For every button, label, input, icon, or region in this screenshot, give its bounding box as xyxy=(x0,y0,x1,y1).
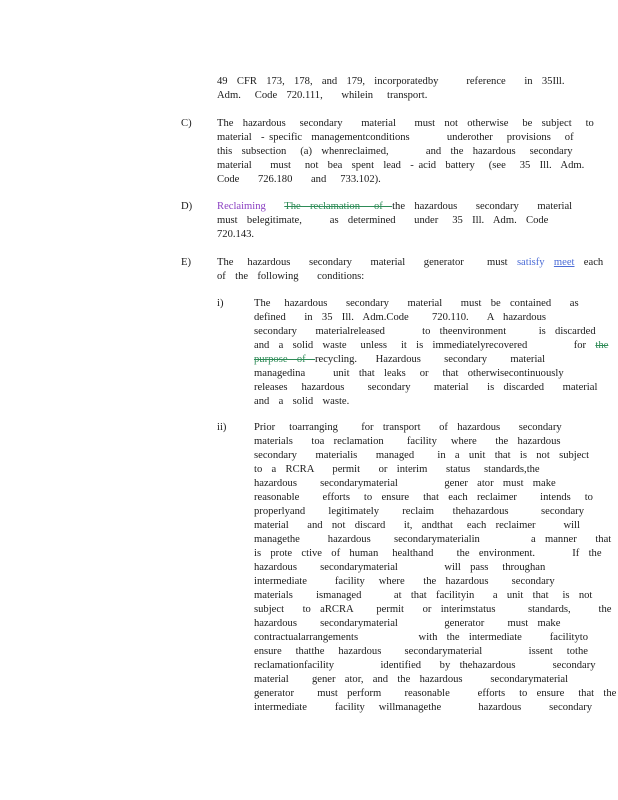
text-line: intermediate facility where the hazardous secondary xyxy=(254,576,555,587)
text-line: reasonable efforts to ensure that each reclaimer intends to xyxy=(254,492,593,503)
text-line: material and not discard it, andthat each reclaimer will xyxy=(254,520,580,531)
text-line: of the following conditions: xyxy=(217,271,365,282)
paragraph-ii xyxy=(254,421,616,715)
text-line: contractualarrangements with the intermediate facilityto xyxy=(254,632,588,643)
text-line: this subsection (a) whenreclaimed, and the hazardous secondary xyxy=(217,146,573,157)
text-run: The hazardous secondary material generator must xyxy=(217,257,517,268)
item-label-e: E) xyxy=(181,257,191,268)
inserted-text: meet xyxy=(553,257,575,268)
deleted-text: the xyxy=(595,340,609,351)
text-line: hazardous secondarymaterial will pass throughan xyxy=(254,562,546,573)
deleted-text: purpose of xyxy=(254,354,315,365)
text-line: 720.143. xyxy=(217,229,255,240)
text-line: material must not bea spent lead - acid battery (see 35 Ill. Adm. xyxy=(217,160,585,171)
text-line: hazardous secondarymaterial generator must make xyxy=(254,618,561,629)
text-line: intermediate facility willmanagethe hazardous secondary xyxy=(254,702,593,713)
text-line xyxy=(254,353,608,367)
text-line: secondary materialreleased to theenvironment is discarded xyxy=(254,326,596,337)
text-line: Adm. Code 720.111, whilein transport. xyxy=(217,90,428,101)
text-run: recycling. Hazardous secondary material xyxy=(314,354,546,365)
inserted-text: Reclaiming xyxy=(217,201,266,212)
paragraph-d xyxy=(217,200,572,242)
text-line: and a solid waste. xyxy=(254,396,350,407)
intro-paragraph xyxy=(217,75,565,103)
text-line: ensure thatthe hazardous secondarymaterial issent tothe xyxy=(254,646,588,657)
text-run: each xyxy=(574,257,604,268)
text-line: material - specific managementconditions underother provisions of xyxy=(217,132,574,143)
text-line: Prior toarranging for transport of hazardous secondary xyxy=(254,422,562,433)
text-line: The hazardous secondary material must not otherwise be subject to xyxy=(217,118,594,129)
text-line: properlyand legitimately reclaim thehazardous secondary xyxy=(254,506,584,517)
paragraph-c xyxy=(217,117,594,187)
item-label-c: C) xyxy=(181,118,192,129)
text-line xyxy=(254,339,608,353)
text-line: subject to aRCRA permit or interimstatus standards, the xyxy=(254,604,612,615)
deleted-text: The reclamation of xyxy=(284,201,393,212)
text-line: is prote ctive of human healthand the environment. If the xyxy=(254,548,602,559)
text-line: materials toa reclamation facility where the hazardous xyxy=(254,436,561,447)
text-run: the hazardous secondary material xyxy=(392,201,573,212)
text-line: defined in 35 Ill. Adm.Code 720.110. A hazardous xyxy=(254,312,547,323)
text-line: releases hazardous secondary material is discarded material xyxy=(254,382,598,393)
text-line: managethe hazardous secondarymaterialin a manner that xyxy=(254,534,612,545)
paragraph-e xyxy=(217,256,603,284)
item-label-ii: ii) xyxy=(217,422,227,433)
paragraph-i xyxy=(254,297,608,409)
text-line: to a RCRA permit or interim status standards,the xyxy=(254,464,540,475)
text-line: reclamationfacility identified by thehazardous secondary xyxy=(254,660,596,671)
text-line: generator must perform reasonable efforts to ensure that the xyxy=(254,688,617,699)
text-line: material gener ator, and the hazardous secondarymaterial xyxy=(254,674,569,685)
item-label-d: D) xyxy=(181,201,193,212)
item-label-i: i) xyxy=(217,298,224,309)
text-line: 49 CFR 173, 178, and 179, incorporatedby reference in 35Ill. xyxy=(217,76,565,87)
text-line: managedina unit that leaks or that otherwisecontinuously xyxy=(254,368,564,379)
text-line: must belegitimate, as determined under 35 Ill. Adm. Code xyxy=(217,215,549,226)
text-line xyxy=(217,200,572,214)
text-line: The hazardous secondary material must be contained as xyxy=(254,298,579,309)
text-line: hazardous secondarymaterial gener ator must make xyxy=(254,478,556,489)
text-line: secondary materialis managed in a unit that is not subject xyxy=(254,450,590,461)
inserted-text: satisfy xyxy=(516,257,545,268)
text-line: Code 726.180 and 733.102). xyxy=(217,174,381,185)
text-line: materials ismanaged at that facilityin a unit that is not xyxy=(254,590,593,601)
text-run: and a solid waste unless it is immediatelyrecovered for xyxy=(254,340,596,351)
text-line xyxy=(217,256,603,270)
